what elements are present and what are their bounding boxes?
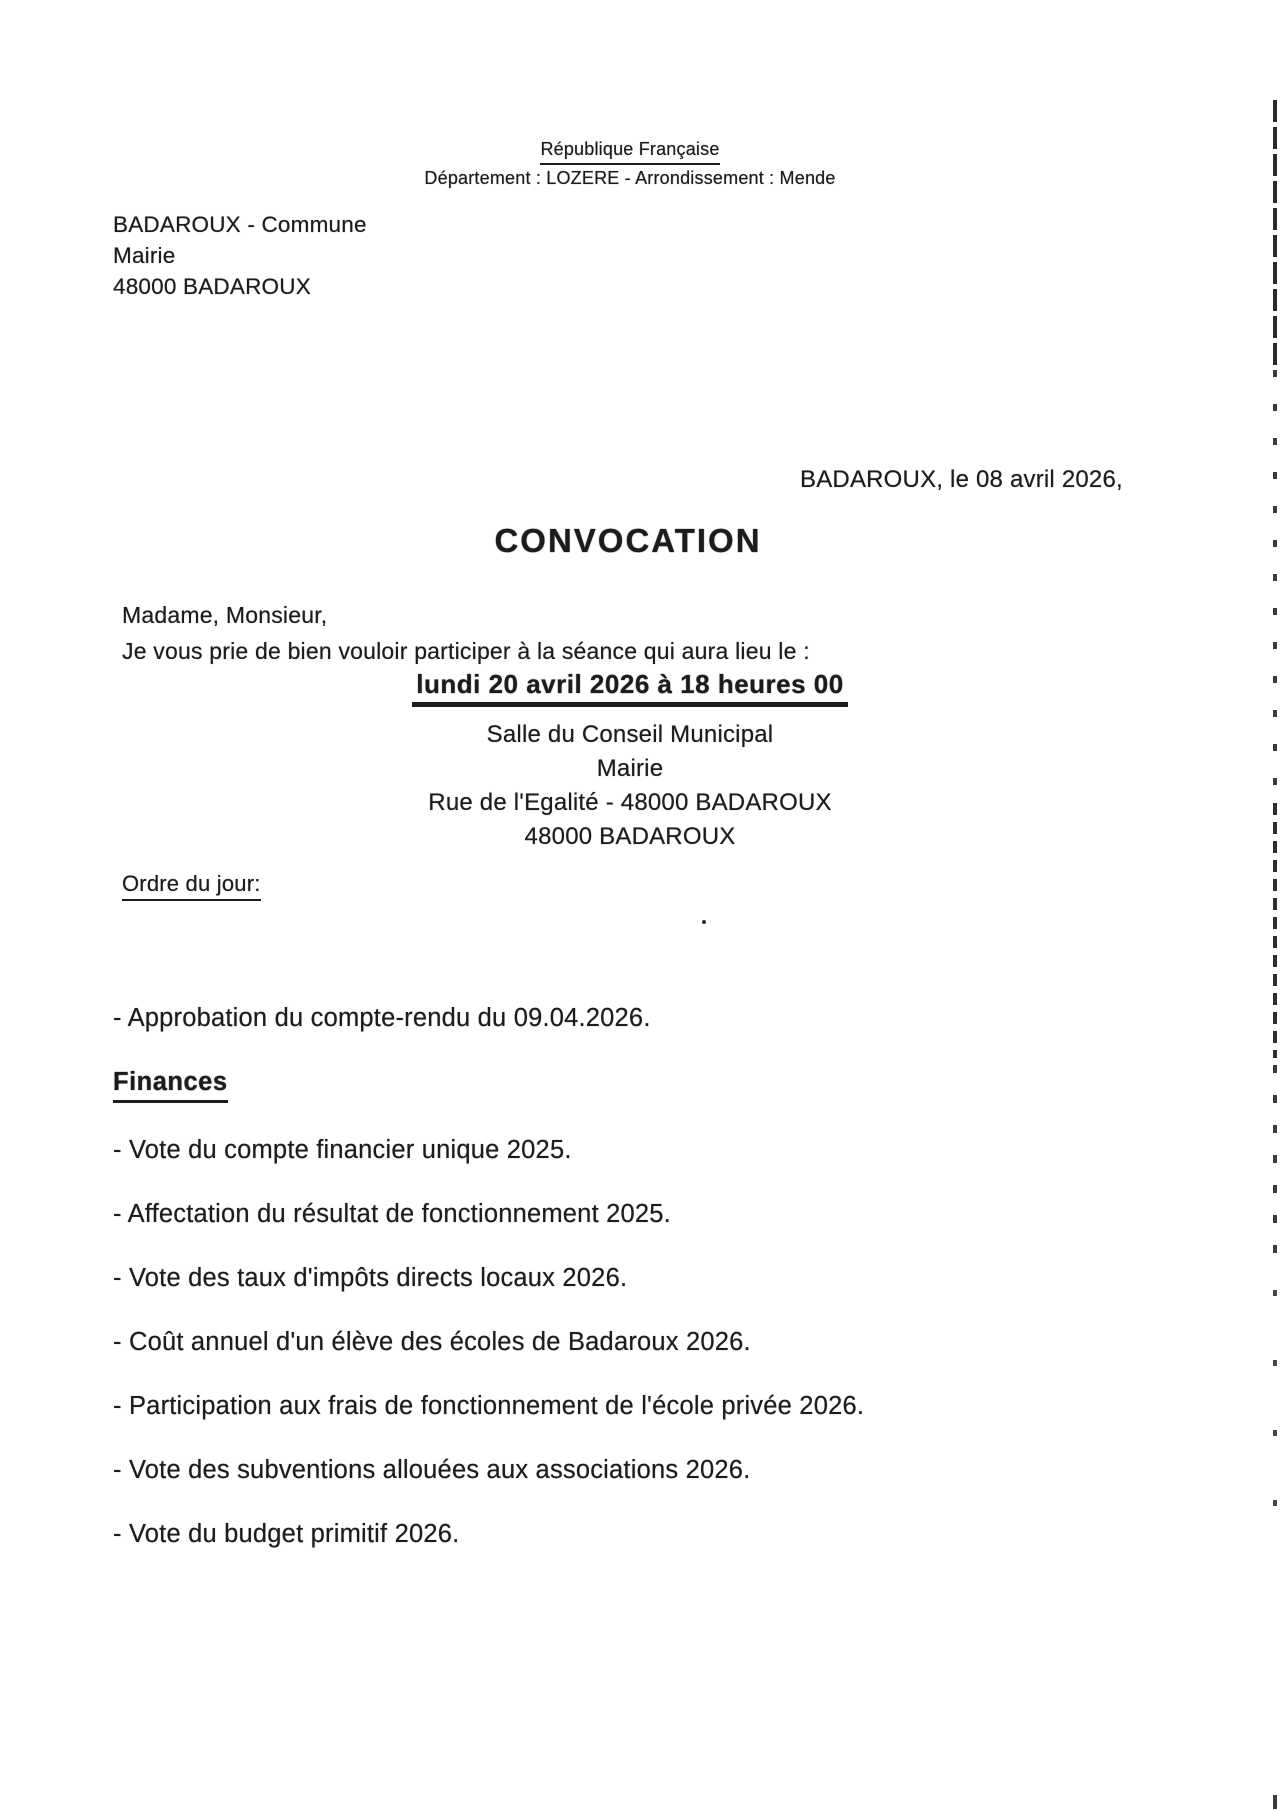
meeting-location-city: 48000 BADAROUX xyxy=(524,823,736,850)
sender-address-block xyxy=(113,209,367,302)
salutation-block xyxy=(122,597,810,669)
scan-artifact-line-lower xyxy=(1273,1290,1277,1520)
sender-commune: BADAROUX - Commune xyxy=(113,212,367,237)
meeting-datetime-line: lundi 20 avril 2026 à 18 heures 00 xyxy=(0,669,1260,707)
scan-artifact-line-lower-middle xyxy=(1273,1065,1277,1265)
agenda-item-affectation-resultat: - Affectation du résultat de fonctionnement 2025. xyxy=(113,1200,671,1228)
intro-sentence: Je vous prie de bien vouloir participer à la séance qui aura lieu le : xyxy=(122,638,810,664)
scan-artifact-line-upper-middle xyxy=(1273,370,1277,800)
agenda-item-taux-impots: - Vote des taux d'impôts directs locaux 2026. xyxy=(113,1264,628,1292)
agenda-item-subventions-associations: - Vote des subventions allouées aux associations 2026. xyxy=(113,1456,751,1484)
agenda-label: Ordre du jour: xyxy=(122,871,261,901)
document-title: CONVOCATION xyxy=(494,522,762,559)
date-line: BADAROUX, le 08 avril 2026, xyxy=(800,466,1123,493)
salutation: Madame, Monsieur, xyxy=(122,602,328,628)
departement-line: Département : LOZERE - Arrondissement : Mende xyxy=(424,168,836,188)
scan-artifact-line-middle xyxy=(1273,803,1277,1058)
scan-artifact-line-top xyxy=(1273,100,1277,365)
meeting-location-mairie: Mairie xyxy=(596,755,664,782)
agenda-item-budget-primitif: - Vote du budget primitif 2026. xyxy=(113,1520,460,1548)
scan-artifact-dot xyxy=(702,920,706,924)
agenda-item-approbation: - Approbation du compte-rendu du 09.04.2026. xyxy=(113,1004,651,1032)
agenda-item-participation-ecole-privee: - Participation aux frais de fonctionnement de l'école privée 2026. xyxy=(113,1392,865,1420)
agenda-item-cout-eleve: - Coût annuel d'un élève des écoles de Badaroux 2026. xyxy=(113,1328,751,1356)
republique-francaise-line: République Française xyxy=(0,136,1260,165)
meeting-details-block xyxy=(0,669,1260,854)
sender-mairie: Mairie xyxy=(113,243,176,268)
scan-artifact-line-bottom xyxy=(1273,1795,1277,1809)
meeting-location-street: Rue de l'Egalité - 48000 BADAROUX xyxy=(428,789,832,816)
document-header xyxy=(0,136,1260,191)
agenda-item-compte-financier: - Vote du compte financier unique 2025. xyxy=(113,1136,572,1164)
meeting-location-room: Salle du Conseil Municipal xyxy=(486,721,774,748)
agenda-section-finances: Finances xyxy=(113,1065,1093,1103)
agenda-list xyxy=(113,1001,1093,1581)
sender-postal-city: 48000 BADAROUX xyxy=(113,274,311,299)
